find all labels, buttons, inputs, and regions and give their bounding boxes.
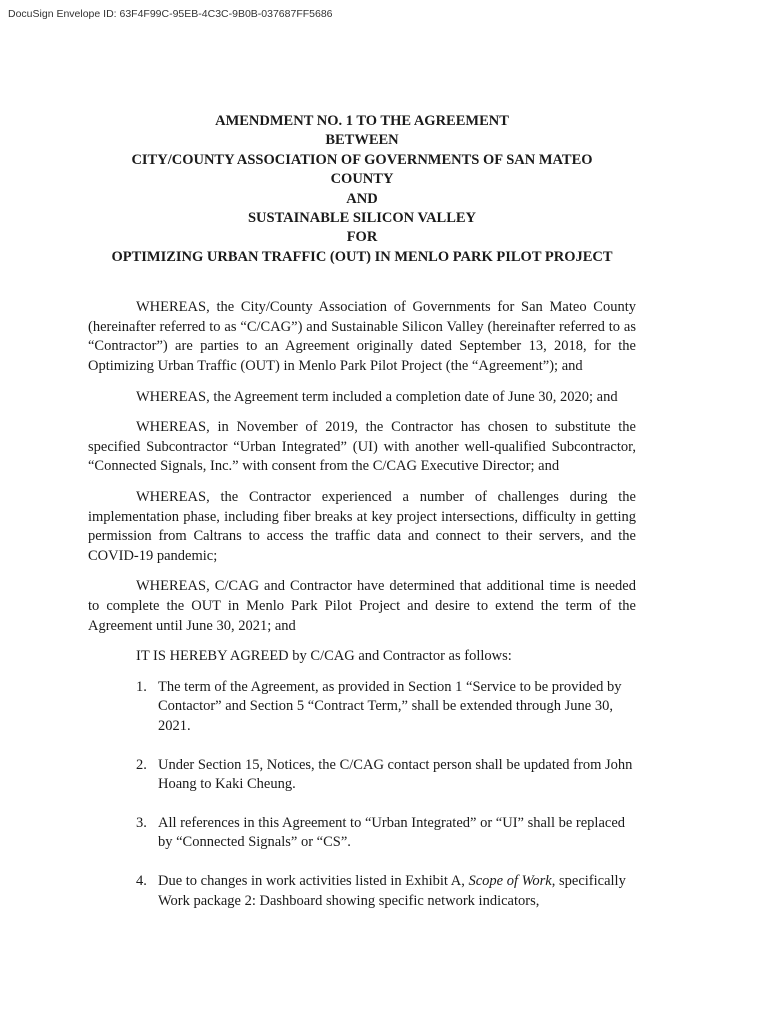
amendment-items-list xyxy=(88,678,636,911)
list-item-text: Under Section 15, Notices, the C/CAG contact person shall be updated from John Hoang to Kaki Cheung. xyxy=(158,756,633,793)
document-page xyxy=(88,112,636,930)
list-item-text: All references in this Agreement to “Urban Integrated” or “UI” shall be replaced by “Connected Signals” or “CS”. xyxy=(158,814,626,851)
list-item-number: 4. xyxy=(136,872,147,889)
title-line-7: FOR xyxy=(346,229,378,246)
list-item xyxy=(88,814,636,853)
document-title xyxy=(74,112,650,267)
list-item xyxy=(88,756,636,795)
whereas-paragraph-2: WHEREAS, the Agreement term included a completion date of June 30, 2020; and xyxy=(136,388,618,405)
whereas-paragraph-3: WHEREAS, in November of 2019, the Contractor has chosen to substitute the specified Subcontractor “Urban Integrated” (UI) with another well-qualified Subcontractor, “Connected Signals, Inc.” with consent from the C/CAG Executive Director; and xyxy=(88,419,636,475)
title-line-2: BETWEEN xyxy=(325,132,399,149)
list-item-number: 3. xyxy=(136,814,147,831)
list-item-text-before: Due to changes in work activities listed in Exhibit A, xyxy=(158,872,469,889)
list-item-text: The term of the Agreement, as provided in Section 1 “Service to be provided by Contactor” and Section 5 “Contract Term,” shall be extended through June 30, 2021. xyxy=(158,678,622,734)
title-line-4: COUNTY xyxy=(330,171,394,188)
list-item-text xyxy=(158,872,636,911)
title-line-6: SUSTAINABLE SILICON VALLEY xyxy=(247,210,477,227)
whereas-paragraph-5: WHEREAS, C/CAG and Contractor have determined that additional time is needed to complete the OUT in Menlo Park Pilot Project and desire to extend the term of the Agreement until June 30, 2021; and xyxy=(88,578,636,634)
list-item-number: 1. xyxy=(136,678,147,695)
list-item xyxy=(88,872,636,911)
title-line-5: AND xyxy=(346,190,378,207)
list-item-number: 2. xyxy=(136,756,147,773)
title-line-8: OPTIMIZING URBAN TRAFFIC (OUT) IN MENLO PARK PILOT PROJECT xyxy=(111,248,613,265)
scope-of-work-title: Scope of Work xyxy=(468,872,552,889)
docusign-envelope-id: DocuSign Envelope ID: 63F4F99C-95EB-4C3C-9B0B-037687FF5686 xyxy=(8,8,333,20)
title-line-1: AMENDMENT NO. 1 TO THE AGREEMENT xyxy=(215,113,509,129)
whereas-paragraph-4: WHEREAS, the Contractor experienced a number of challenges during the implementation phase, including fiber breaks at key project intersections, difficulty in getting permission from Caltrans to access the traffic data and connect to their servers, and the COVID-19 pandemic; xyxy=(88,489,636,564)
agreed-statement: IT IS HEREBY AGREED by C/CAG and Contractor as follows: xyxy=(136,648,512,665)
list-item xyxy=(88,678,636,737)
list-item-text-after: , specifically Work package 2: Dashboard showing specific network indicators, xyxy=(158,872,626,909)
title-line-3: CITY/COUNTY ASSOCIATION OF GOVERNMENTS OF SAN MATEO xyxy=(131,151,593,168)
whereas-paragraph-1: WHEREAS, the City/County Association of Governments for San Mateo County (hereinafter referred to as “C/CAG”) and Sustainable Silicon Valley (hereinafter referred to as “Contractor”) are parties to an Agreement originally dated September 13, 2018, for the Optimizing Urban Traffic (OUT) in Menlo Park Pilot Project (the “Agreement”); and xyxy=(88,299,636,375)
